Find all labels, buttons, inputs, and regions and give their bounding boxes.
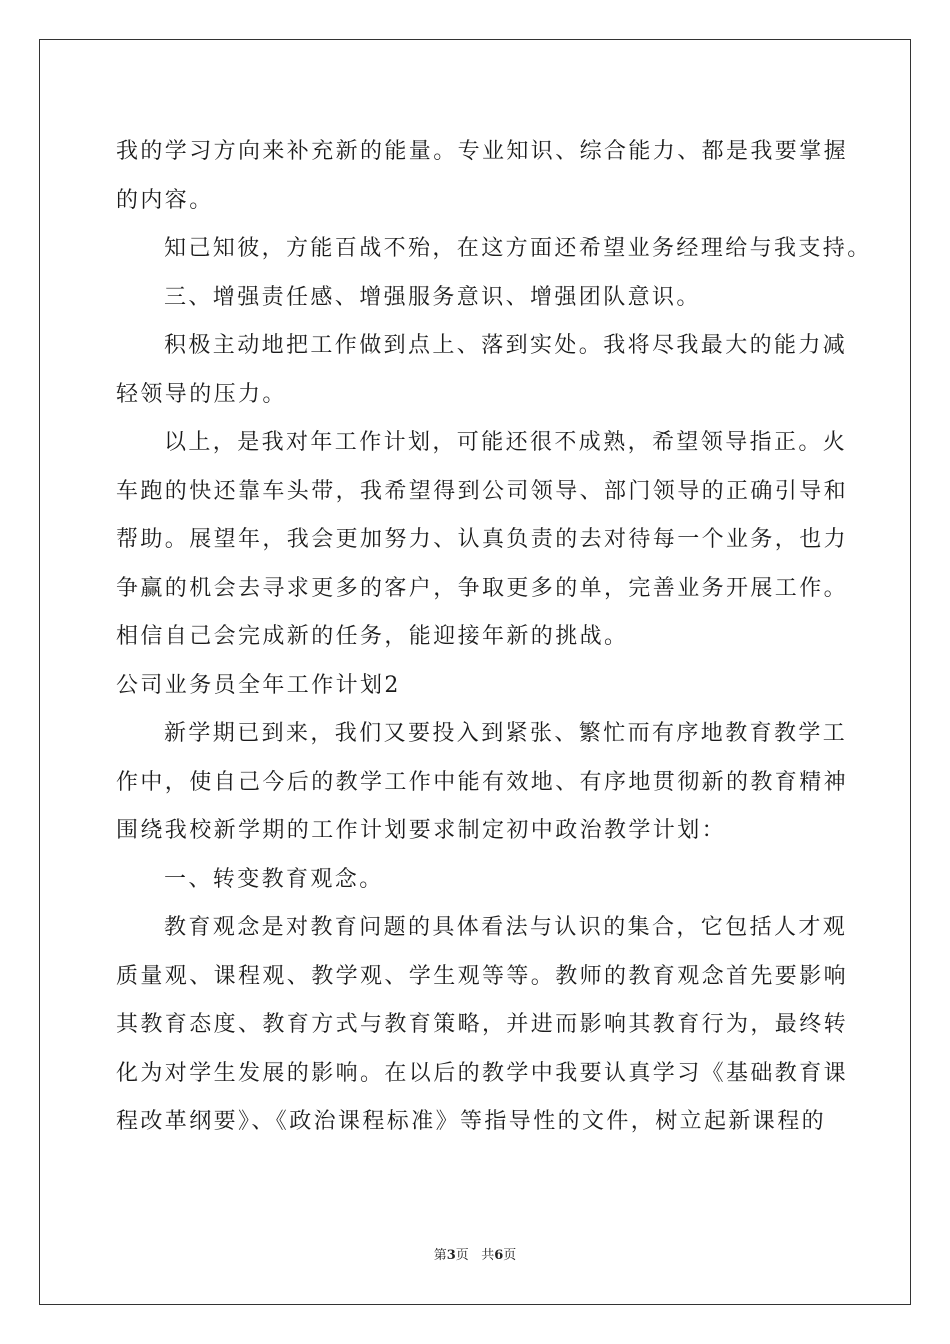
text-line: 争赢的机会去寻求更多的客户，争取更多的单，完善业务开展工作。	[116, 575, 849, 601]
text-line: 轻领导的压力。	[116, 381, 287, 407]
current-page-number: 3	[446, 1248, 456, 1263]
text-line: 帮助。展望年，我会更加努力、认真负责的去对待每一个业务，也力	[116, 527, 849, 552]
text-line: 化为对学生发展的影响。在以后的教学中我要认真学习《基础教育课	[116, 1060, 849, 1086]
text-line: 教育观念是对教育问题的具体看法与认识的集合，它包括人才观	[164, 915, 848, 940]
document-body	[116, 128, 872, 1147]
page-suffix: 页	[455, 1248, 469, 1263]
text-line: 积极主动地把工作做到点上、落到实处。我将尽我最大的能力减	[164, 333, 848, 358]
text-line: 公司业务员全年工作计划2	[116, 672, 401, 698]
text-line: 新学期已到来，我们又要投入到紧张、繁忙而有序地教育教学工	[164, 721, 848, 746]
text-line: 的内容。	[116, 187, 214, 213]
text-line: 三、增强责任感、增强服务意识、增强团队意识。	[164, 284, 701, 310]
total-suffix: 页	[503, 1248, 517, 1263]
text-line: 相信自己会完成新的任务，能迎接年新的挑战。	[116, 624, 629, 649]
text-line: 程改革纲要》、《政治课程标准》等指导性的文件，树立起新课程的	[116, 1109, 827, 1134]
total-prefix: 共	[481, 1248, 495, 1263]
text-line: 围绕我校新学期的工作计划要求制定初中政治教学计划：	[116, 818, 727, 843]
text-line: 我的学习方向来补充新的能量。专业知识、综合能力、都是我要掌握	[116, 139, 849, 164]
text-line: 作中，使自己今后的教学工作中能有效地、有序地贯彻新的教育精神	[116, 769, 849, 795]
page-footer	[0, 1244, 950, 1263]
text-line: 知己知彼，方能百战不殆，在这方面还希望业务经理给与我支持。	[164, 236, 872, 261]
text-line: 车跑的快还靠车头带，我希望得到公司领导、部门领导的正确引导和	[116, 478, 849, 504]
total-page-number: 6	[494, 1248, 504, 1263]
page-prefix: 第	[433, 1248, 447, 1263]
text-line: 质量观、课程观、教学观、学生观等等。教师的教育观念首先要影响	[116, 963, 849, 989]
text-line: 一、转变教育观念。	[164, 866, 384, 892]
text-line: 以上，是我对年工作计划，可能还很不成熟，希望领导指正。火	[164, 430, 848, 455]
text-line: 其教育态度、教育方式与教育策略，并进而影响其教育行为，最终转	[116, 1012, 849, 1037]
